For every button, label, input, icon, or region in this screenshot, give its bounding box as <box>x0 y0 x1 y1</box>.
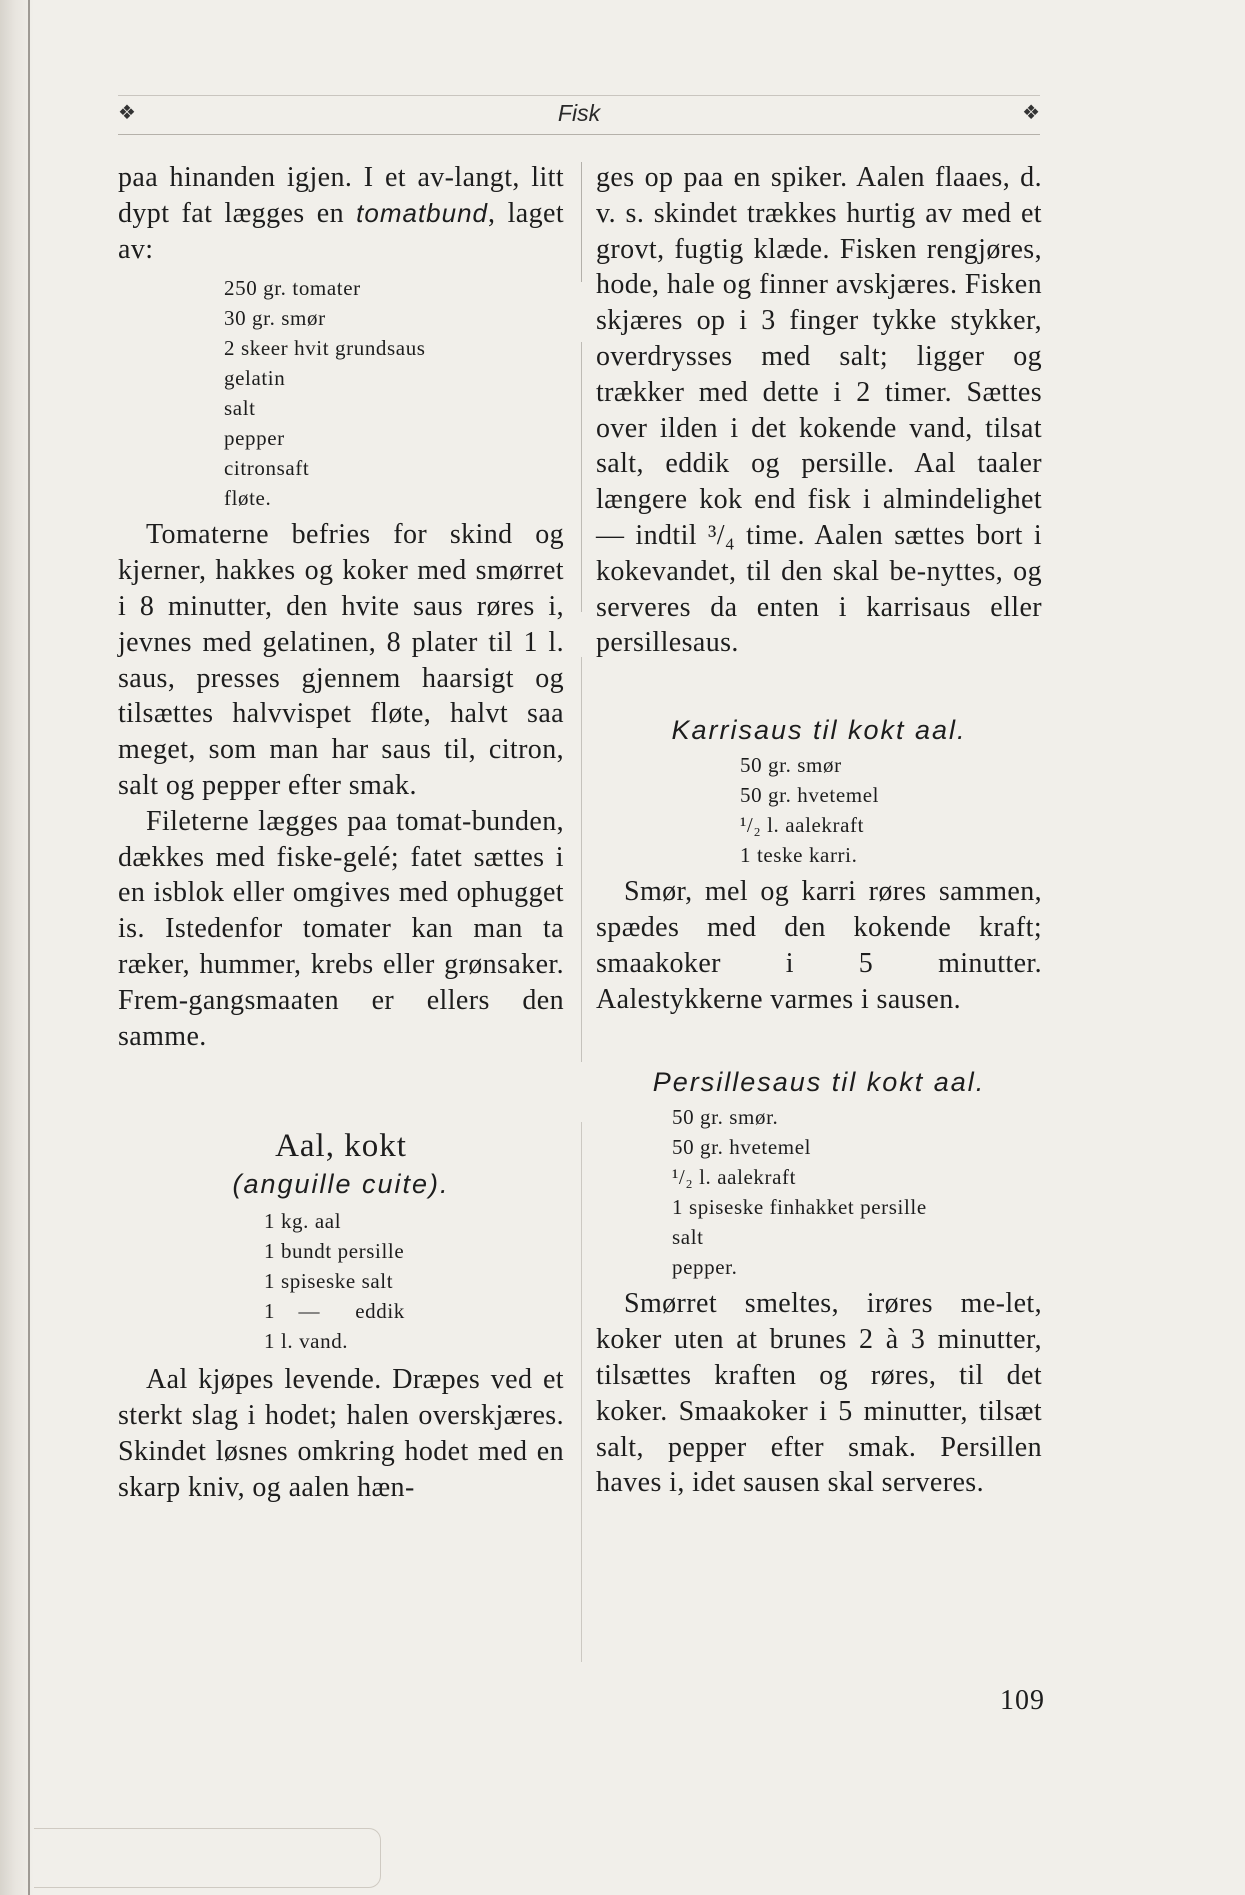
paragraph-aal-continued: ges op paa en spiker. Aalen flaaes, d. v. s. skindet trækkes hurtig av med et grovt, fugtig klæde. Fisken rengjøres, hode, hale og finner avskjæres. Fisken skjæres op i 3 finger tykke stykker, overdrysses med salt; ligger og trækker med dette i 2 timer. Sættes over ilden i det kokende vand, tilsat salt, eddik og persille. Aal taaler længere kok end fisk i almindelighet — indtil ³/₄ time. Aalen sættes bort i kokevandet, til den skal be-nyttes, og serveres da enten i karrisaus eller persillesaus. <box>596 162 1042 659</box>
ingredient-item: 250 gr. tomater <box>224 276 361 301</box>
page-header <box>118 95 1040 135</box>
binding-edge <box>28 0 30 1895</box>
ingredient-list-tomatbund <box>224 273 564 513</box>
left-column <box>118 160 564 1506</box>
ingredient-item: salt <box>672 1225 704 1250</box>
ingredient-list-karrisaus <box>740 750 1042 870</box>
ingredient-item: 1 — eddik <box>264 1299 405 1324</box>
ingredient-item: gelatin <box>224 366 286 391</box>
ornament-left-icon: ❖ <box>118 102 136 124</box>
column-divider <box>581 162 582 1662</box>
ingredient-item: 1 kg. aal <box>264 1209 342 1234</box>
ingredient-item: pepper <box>224 426 285 451</box>
ingredient-item: ¹/₂ l. aalekraft <box>672 1165 797 1190</box>
ingredient-item: 1 spiseske finhakket persille <box>672 1195 927 1220</box>
ingredient-item: 30 gr. smør <box>224 306 326 331</box>
ingredient-item: pepper. <box>672 1255 738 1280</box>
ingredient-list-persillesaus <box>672 1102 1042 1282</box>
paragraph-intro: paa hinanden igjen. I et av-langt, litt dypt fat lægges en tomatbund, laget av: <box>118 162 565 265</box>
ingredient-item: 50 gr. smør. <box>672 1105 779 1130</box>
right-column <box>596 160 1042 1501</box>
ingredient-item: 1 l. vand. <box>264 1329 349 1354</box>
paragraph-karrisaus: Smør, mel og karri røres sammen, spædes med den kokende kraft; smaakoker i 5 minutter. Aalestykkerne varmes i sausen. <box>596 876 1042 1015</box>
ingredient-item: 1 bundt persille <box>264 1239 405 1264</box>
ingredient-item: citronsaft <box>224 456 310 481</box>
ingredient-list-aal <box>264 1206 564 1356</box>
section-title: Aal, kokt <box>275 1128 407 1165</box>
ingredient-item: ¹/₂ l. aalekraft <box>740 813 865 838</box>
paragraph-aal: Aal kjøpes levende. Dræpes ved et sterkt slag i hodet; halen overskjæres. Skindet løsnes omkring hodet med en skarp kniv, og aalen hæn- <box>118 1364 564 1503</box>
ingredient-item: 50 gr. hvetemel <box>740 783 880 808</box>
ingredient-item: fløte. <box>224 486 272 511</box>
ingredient-item: salt <box>224 396 256 421</box>
heading-karrisaus: Karrisaus til kokt aal. <box>671 715 967 746</box>
paragraph-fileter: Fileterne lægges paa tomat-bunden, dækkes med fiske-gelé; fatet sættes i en isblok eller omgives med ophugget is. Istedenfor tomater kan man ta ræker, hummer, krebs eller grønsaker. Frem-gangsmaaten er ellers den samme. <box>118 805 564 1052</box>
ingredient-item: 50 gr. smør <box>740 753 842 778</box>
ingredient-item: 1 teske karri. <box>740 843 858 868</box>
ingredient-item: 2 skeer hvit grundsaus <box>224 336 426 361</box>
section-subtitle: (anguille cuite). <box>232 1169 450 1200</box>
ingredient-item: 1 spiseske salt <box>264 1269 394 1294</box>
ornament-right-icon: ❖ <box>1022 102 1040 124</box>
heading-persillesaus: Persillesaus til kokt aal. <box>652 1067 986 1098</box>
ingredient-item: 50 gr. hvetemel <box>672 1135 812 1160</box>
page-number: 109 <box>1000 1685 1045 1716</box>
paragraph-persillesaus: Smørret smeltes, irøres me-let, koker uten at brunes 2 à 3 minutter, tilsættes kraften og røres, til det koker. Smaakoker i 5 minutter, tilsæt salt, pepper efter smak. Persillen haves i, idet sausen skal serveres. <box>596 1288 1042 1499</box>
paragraph-tomater: Tomaterne befries for skind og kjerner, hakkes og koker med smørret i 8 minutter, den hvite saus røres i, jevnes med gelatinen, 8 plater til 1 l. saus, presses gjennem haarsigt og tilsættes halvvispet fløte, halvt saa meget, som man har saus til, citron, salt og pepper efter smak. <box>118 519 564 801</box>
running-title: Fisk <box>557 100 601 126</box>
page-edge-mark <box>34 1828 381 1888</box>
